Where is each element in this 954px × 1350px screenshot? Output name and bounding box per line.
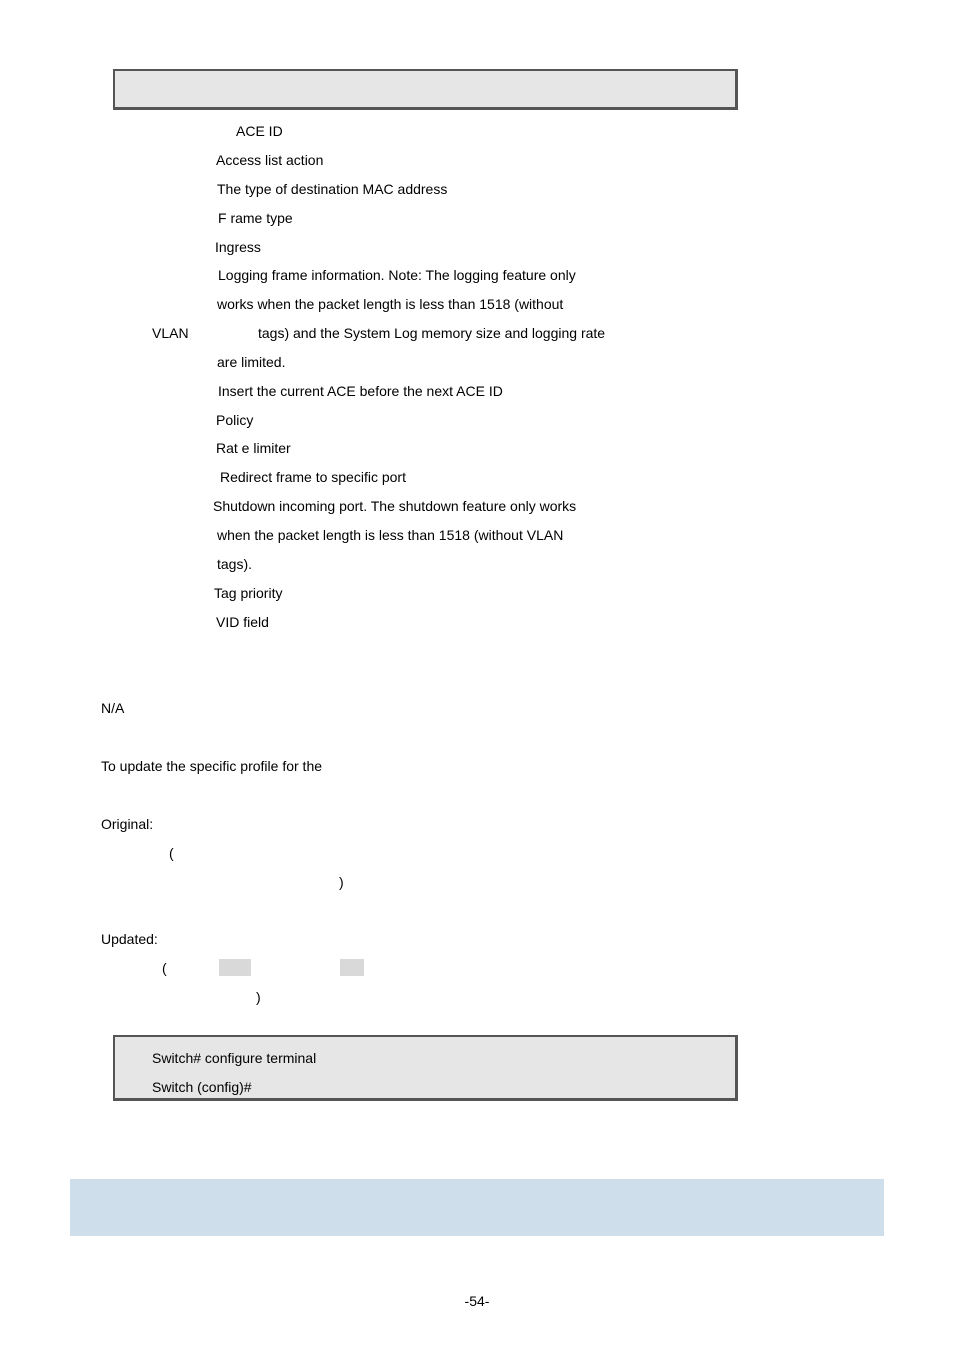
param-rate-limiter: Rat e limiter	[216, 440, 291, 456]
param-dmac-type: The type of destination MAC address	[217, 181, 448, 197]
original-open-paren: (	[169, 845, 174, 861]
syntax-box	[113, 69, 738, 110]
example-line-1: Switch# configure terminal	[152, 1050, 317, 1066]
param-ace-id: ACE ID	[236, 123, 283, 139]
param-logging-2: works when the packet length is less than 1518 (without	[217, 296, 564, 312]
highlight-mark-1	[219, 959, 251, 976]
param-logging-4: are limited.	[217, 354, 286, 370]
param-shutdown-2: when the packet length is less than 1518 (without VLAN	[217, 527, 564, 543]
section-banner	[70, 1179, 884, 1236]
usage-text: To update the specific profile for the	[101, 758, 323, 774]
updated-label: Updated:	[101, 931, 158, 947]
param-tag-priority: Tag priority	[214, 585, 283, 601]
param-redirect: Redirect frame to specific port	[220, 469, 406, 485]
param-action: Access list action	[216, 152, 324, 168]
param-shutdown-1: Shutdown incoming port. The shutdown feature only works	[213, 498, 577, 514]
example-line-2: Switch (config)#	[152, 1079, 252, 1095]
param-logging-3: tags) and the System Log memory size and logging rate	[258, 325, 606, 341]
param-policy: Policy	[216, 412, 254, 428]
original-close-paren: )	[339, 874, 344, 890]
param-logging-1: Logging frame information. Note: The logging feature only	[218, 267, 576, 283]
param-logging-vlan: VLAN	[152, 325, 189, 341]
updated-close-paren: )	[256, 989, 261, 1005]
updated-open-paren: (	[162, 960, 167, 976]
original-label: Original:	[101, 816, 154, 832]
default-value: N/A	[101, 700, 125, 716]
param-vid: VID field	[216, 614, 269, 630]
param-ingress: Ingress	[215, 239, 261, 255]
page-number: -54-	[464, 1293, 490, 1309]
highlight-mark-2	[340, 959, 364, 976]
param-shutdown-3: tags).	[217, 556, 253, 572]
param-next: Insert the current ACE before the next ACE ID	[218, 383, 503, 399]
param-frame-type: F rame type	[218, 210, 293, 226]
